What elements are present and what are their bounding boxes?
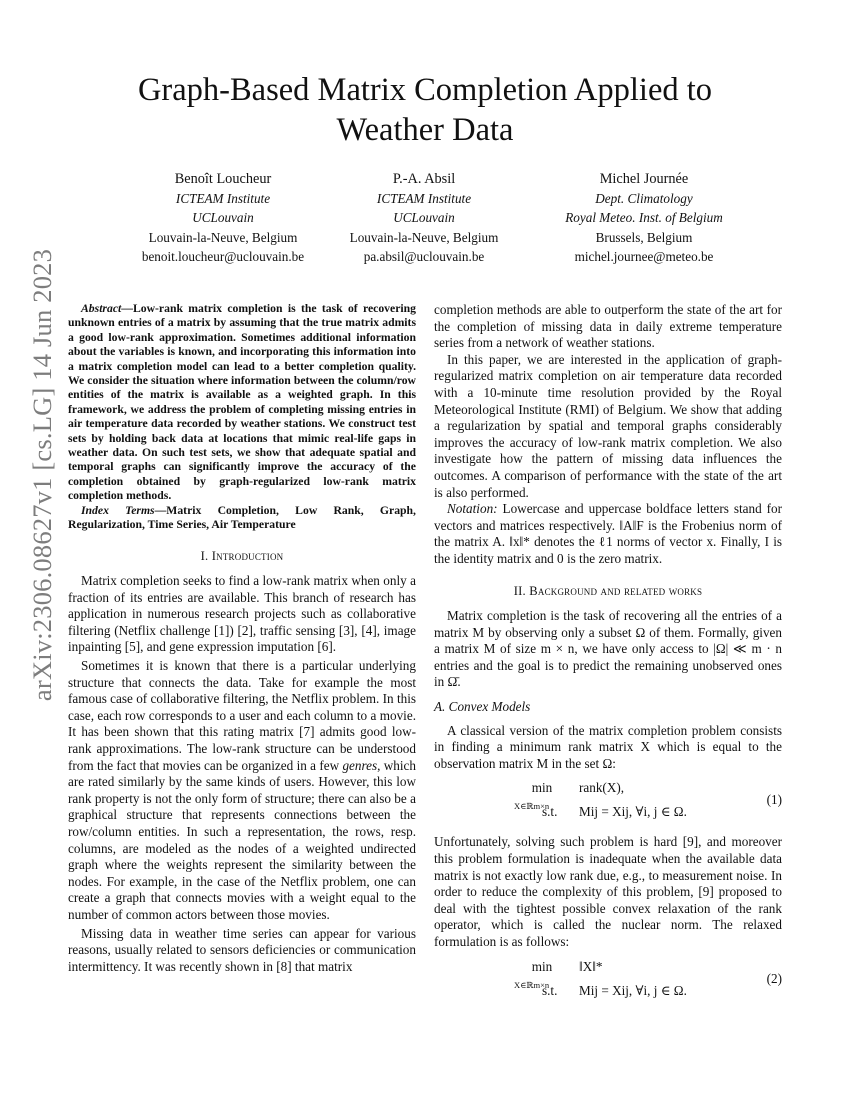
paragraph: In this paper, we are interested in the application of graph-regularized matrix completion on air temperature data recorded with a 10-minute time resolution provided by the Royal Meteorological Institute (RMI) of Belgium. We show that adding a regularization by spatial and temporal graphs considerably improves the accuracy of low-rank matrix completion. We also investigate how the pattern of missing data influences the outcomes. A comparison of performance with the state of the art is also performed.	[434, 351, 782, 500]
author-email: benoit.loucheur@uclouvain.be	[141, 248, 305, 264]
subsection-heading: A. Convex Models	[434, 699, 531, 715]
author-city: Louvain-la-Neuve, Belgium	[349, 229, 499, 245]
eq-number: (2)	[766, 970, 782, 986]
index-terms	[68, 504, 416, 533]
eq-subscript: X∈ℝm×n	[514, 979, 550, 990]
eq-objective: rank(X),	[579, 780, 625, 796]
author-name: Benoît Loucheur	[174, 171, 272, 187]
section-title: Introduction	[211, 548, 284, 563]
arxiv-identifier: arXiv:2306.08627v1 [cs.LG] 14 Jun 2023	[27, 248, 57, 702]
left-column	[68, 302, 416, 975]
title-line-2: Weather Data	[336, 112, 514, 148]
author-name: P.-A. Absil	[392, 171, 456, 187]
right-column	[434, 302, 782, 1013]
title-line-1: Graph-Based Matrix Completion Applied to	[137, 72, 713, 108]
eq-objective: ‖X‖*	[579, 958, 603, 974]
emphasis: genres	[342, 757, 378, 773]
author-email: pa.absil@uclouvain.be	[363, 248, 485, 264]
author-affiliation: Dept. Climatology	[595, 191, 693, 207]
paragraph: Unfortunately, solving such problem is hard [9], and moreover this problem formulation is inadequate when the available data matrix is not exactly low rank due, e.g., to measurement noise. In order to reduce the complexity of this problem, [9] proposed to deal with the tightest possible convex relaxation of the rank operator, which is called the nuclear norm. The relaxed formulation is as follows:	[434, 834, 782, 949]
section-title: Background and related works	[529, 583, 703, 598]
paragraph: Matrix completion is the task of recovering all the entries of a matrix M by observing only a subset Ω of them. Formally, given a matrix M of size m × n, we have only access to |Ω| ≪ m · n entries and the goal is to predict the remaining unobserved ones in Ω̄.	[434, 608, 782, 690]
abstract-label: Abstract	[81, 302, 122, 315]
eq-constraint: Mij = Xij, ∀i, j ∈ Ω.	[579, 804, 687, 820]
eq-st: s.t.	[542, 804, 558, 820]
index-terms-text: —Matrix Completion, Low Rank, Graph, Regularization, Time Series, Air Temperature	[68, 503, 416, 532]
paragraph: Missing data in weather time series can appear for various reasons, usually related to sensors deficiencies or communication intermittency. It was recently shown in [8] that matrix	[68, 925, 416, 974]
section-heading-introduction: I. Introduction	[200, 548, 284, 563]
notation-paragraph: Notation: Lowercase and uppercase boldface letters stand for vectors and matrices respectively. ‖A‖F is the Frobenius norm of the matrix A. ‖x‖* denotes the ℓ1 norms of vector x. Finally, I is the identity matrix and 0 is the zero matrix.	[434, 501, 782, 566]
author-city: Brussels, Belgium	[595, 229, 693, 245]
author-affiliation: UCLouvain	[393, 210, 455, 226]
author-city: Louvain-la-Neuve, Belgium	[148, 229, 298, 245]
index-terms-label: Index Terms	[81, 503, 155, 517]
eq-min: min	[531, 780, 553, 796]
eq-st: s.t.	[542, 982, 558, 998]
eq-min: min	[531, 958, 553, 974]
author-block-3	[514, 170, 774, 266]
author-name: Michel Journée	[599, 171, 689, 187]
abstract-text: —Low-rank matrix completion is the task of recovering unknown entries of a matrix by assuming that the true matrix admits a good low-rank approximation. Sometimes additional information about the variables is known, and incorporating this information into a matrix completion model can lead to a better completion quality. We consider the situation where information between the column/row entities of the matrix is available as a weighted graph. In this framework, we address the problem of completing missing entries in air temperature data recorded by weather stations. We construct test sets by holding back data at locations that mimic real-life gaps in weather data. On such test sets, we show that adequate spatial and temporal graphs can significantly improve the accuracy of the completion obtained by graph-regularized low-rank matrix completion methods.	[68, 302, 416, 503]
author-email: michel.journee@meteo.be	[574, 248, 714, 264]
equation-2	[434, 959, 782, 1005]
author-affiliation: ICTEAM Institute	[376, 191, 472, 207]
notation-label: Notation:	[447, 501, 498, 517]
author-affiliation: UCLouvain	[192, 210, 254, 226]
equation-1	[434, 780, 782, 826]
author-affiliation: Royal Meteo. Inst. of Belgium	[565, 210, 723, 226]
paragraph: Sometimes it is known that there is a particular underlying structure that connects the data. Take for example the most famous case of collaborative filtering, the Netflix problem. In this case, each row corresponds to a user and each column to a movie. It has been shown that this rating matrix [7] admits good low-rank approximations. The low-rank structure can be understood from the fact that movies can be organized in a few genres, which are rated similarly by the same kinds of users. However, this low rank property is not the only form of structure; there can also be a graphical structure that represents connections between the row/column entities. In such a representation, the rows, resp. columns, are modeled as the nodes of a weighted undirected graph where the weights represent the similarity between the nodes. For example, in the case of the Netflix problem, one can create a graph that connects movies with a weight equal to the number of common actors between those movies.	[68, 658, 416, 922]
paragraph: Matrix completion seeks to find a low-rank matrix when only a fraction of its entries are available. This branch of research has application in numerous research projects such as collaborative filtering (Netflix challenge [1]) [2], traffic sensing [3], [4], image inpainting [5], and gene expression imputation [6].	[68, 573, 416, 655]
eq-number: (1)	[766, 792, 782, 808]
eq-constraint: Mij = Xij, ∀i, j ∈ Ω.	[579, 982, 687, 998]
eq-subscript: X∈ℝm×n	[514, 801, 550, 812]
author-affiliation: ICTEAM Institute	[175, 191, 271, 207]
paper-title	[60, 70, 790, 150]
paragraph: A classical version of the matrix completion problem consists in finding a minimum rank matrix X which is equal to the observation matrix M in the set Ω:	[434, 722, 782, 771]
abstract	[68, 302, 416, 504]
section-heading-background: II. Background and related works	[513, 583, 703, 598]
paragraph: completion methods are able to outperform the state of the art for the completion of missing data in daily extreme temperature series from a network of weather stations.	[434, 302, 782, 351]
